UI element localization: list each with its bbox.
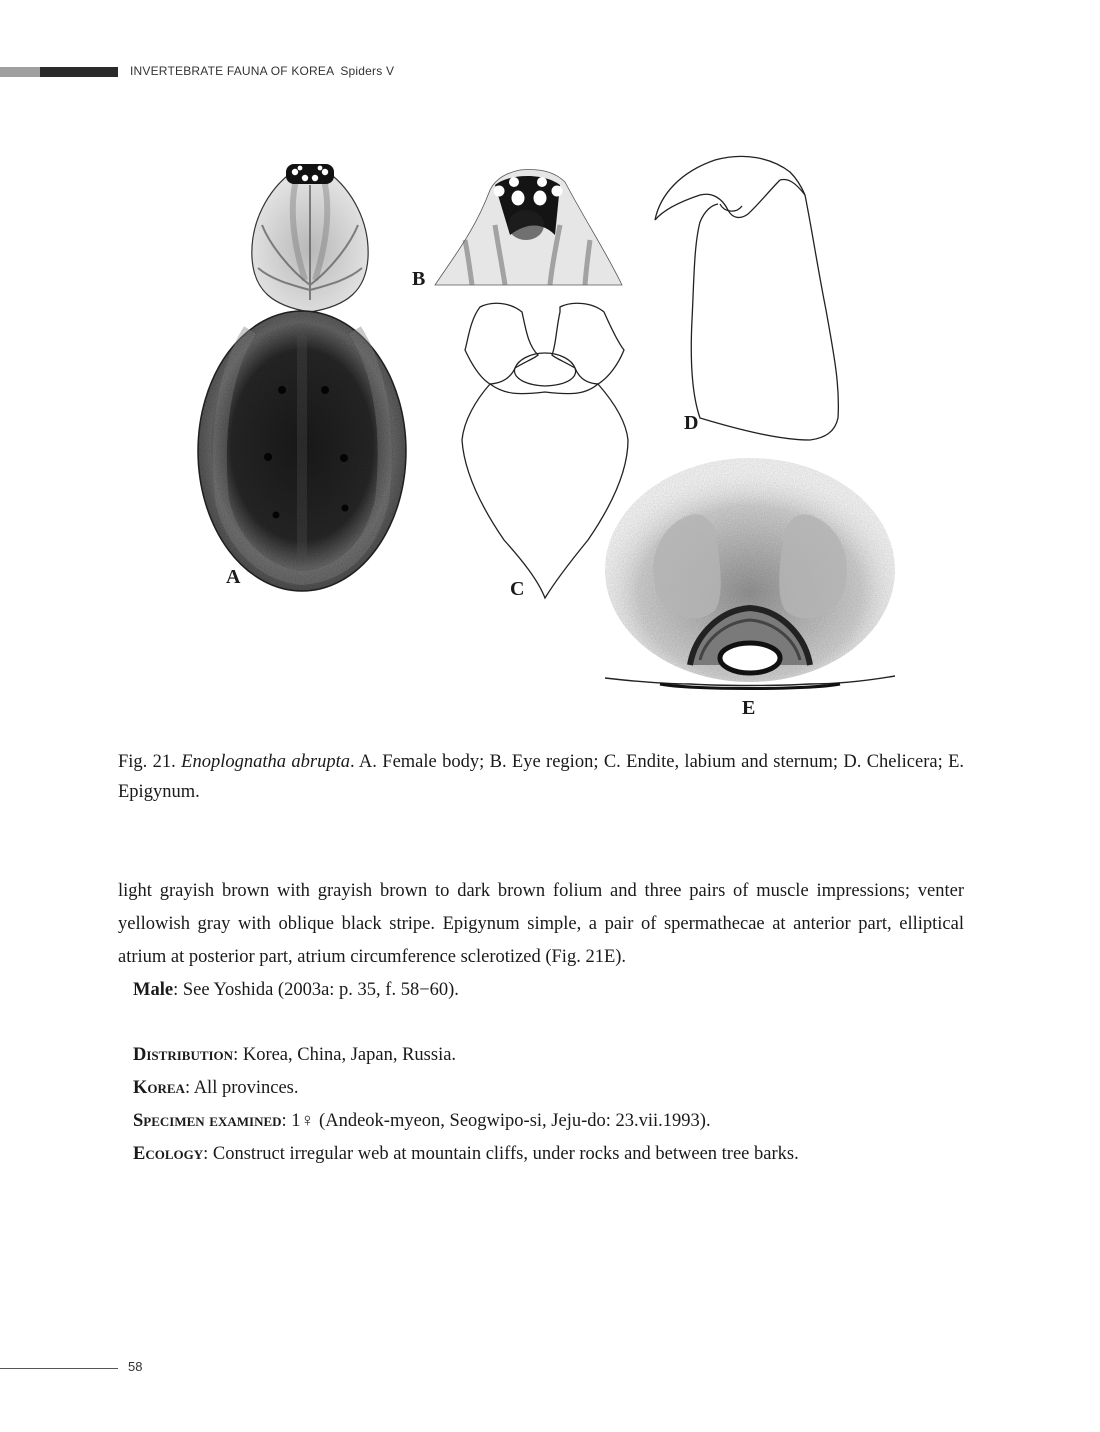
- running-header-subtitle: Spiders V: [340, 64, 395, 78]
- male-paragraph: [118, 974, 964, 1007]
- caption-text: . A. Female body; B. Eye region; C. Endite, labium and sternum; D. Chelicera; E. Epigynum.: [118, 752, 965, 802]
- specimen-text: : 1♀ (Andeok-myeon, Seogwipo-si, Jeju-do: 23.vii.1993).: [281, 1111, 711, 1131]
- description-paragraph: light grayish brown with grayish brown to dark brown folium and three pairs of muscle impressions; venter yellowish gray with oblique black stripe. Epigynum simple, a pair of spermathecae at anterior part, elliptical atrium at posterior part, atrium circumference sclerotized (Fig. 21E).: [118, 881, 964, 967]
- caption-prefix: Fig. 21.: [118, 752, 182, 772]
- panel-b-eye-region: [435, 170, 622, 286]
- korea-label: Korea: [133, 1078, 185, 1098]
- panel-label-a: A: [226, 566, 241, 588]
- panel-d-chelicera: [655, 156, 838, 440]
- figure-caption: [118, 747, 964, 807]
- panel-c-endite-labium-sternum: [462, 303, 628, 598]
- specimen-paragraph: [118, 1105, 964, 1138]
- panel-e-epigynum: [605, 458, 895, 689]
- footer-rule: [0, 1368, 118, 1369]
- page-number: 58: [128, 1359, 143, 1374]
- ecology-paragraph: [118, 1138, 964, 1171]
- panel-label-e: E: [742, 697, 756, 719]
- male-label: Male: [133, 980, 174, 1000]
- distribution-label: Distribution: [133, 1045, 234, 1065]
- distribution-text: : Korea, China, Japan, Russia.: [233, 1045, 457, 1065]
- panel-label-d: D: [684, 412, 699, 434]
- ecology-text: : Construct irregular web at mountain cliffs, under rocks and between tree barks.: [203, 1144, 799, 1164]
- male-text: : See Yoshida (2003a: p. 35, f. 58−60).: [173, 980, 459, 1000]
- korea-text: : All provinces.: [184, 1078, 299, 1098]
- panel-label-c: C: [510, 578, 525, 600]
- panel-a-female-body: [198, 164, 406, 591]
- running-header-title: INVERTEBRATE FAUNA OF KOREA: [130, 64, 335, 78]
- korea-paragraph: [118, 1072, 964, 1105]
- specimen-label: Specimen examined: [133, 1111, 282, 1131]
- panel-label-b: B: [412, 268, 426, 290]
- body-text: [118, 875, 964, 1171]
- caption-species: Enoplognatha abrupta: [181, 752, 350, 772]
- distribution-paragraph: [118, 1039, 964, 1072]
- ecology-label: Ecology: [133, 1144, 204, 1164]
